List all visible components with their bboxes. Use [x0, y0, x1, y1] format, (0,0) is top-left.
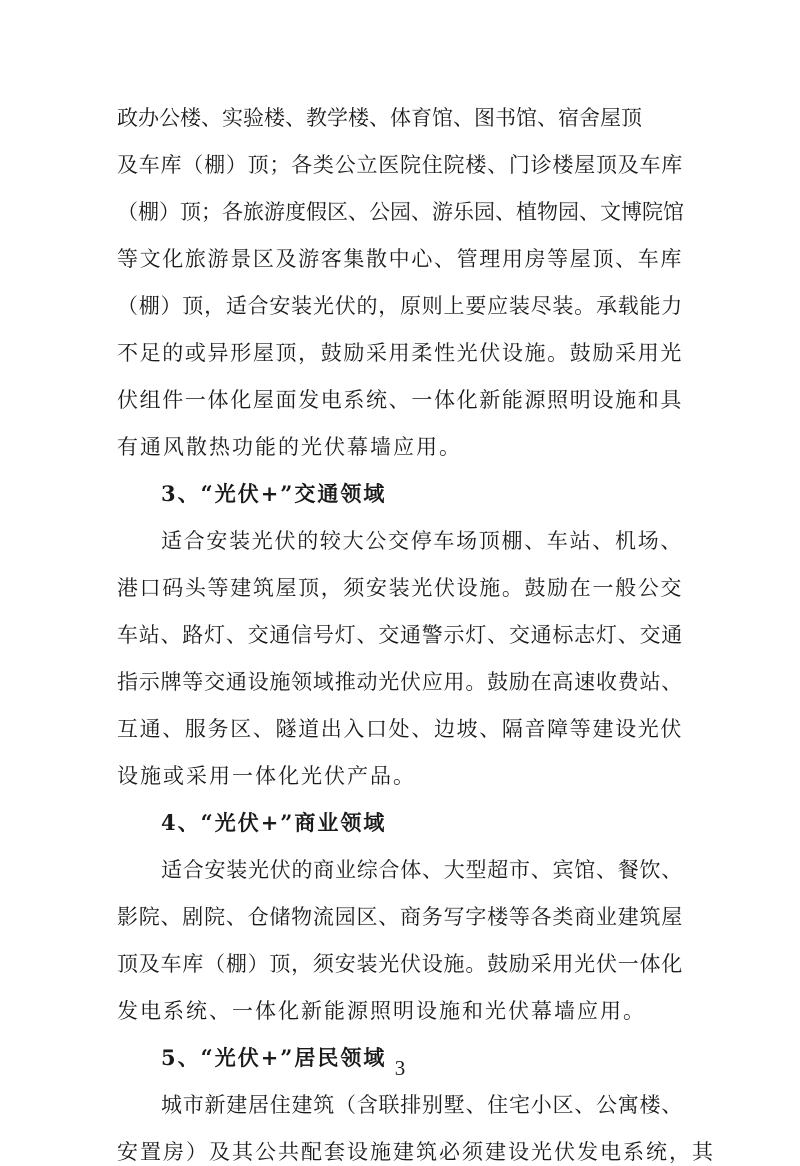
text-line: （棚）顶，适合安装光伏的，原则上要应装尽装。承载能力	[117, 294, 684, 318]
section-heading: 4、“光伏+”商业领域	[161, 810, 387, 835]
text-line: 港口码头等建筑屋顶，须安装光伏设施。鼓励在一般公交	[117, 576, 683, 600]
text-line: 车站、路灯、交通信号灯、交通警示灯、交通标志灯、交通	[117, 623, 684, 647]
text-line: 城市新建居住建筑（含联排别墅、住宅小区、公寓楼、	[161, 1093, 683, 1117]
text-line: 等文化旅游景区及游客集散中心、管理用房等屋顶、车库	[117, 247, 683, 271]
text-line: 有通风散热功能的光伏幕墙应用。	[117, 435, 462, 459]
section-heading: 3、“光伏+”交通领域	[161, 481, 387, 506]
text-line: 互通、服务区、隧道出入口处、边坡、隔音障等建设光伏	[117, 717, 683, 741]
text-line: 不足的或异形屋顶，鼓励采用柔性光伏设施。鼓励采用光	[117, 341, 683, 365]
text-line: 及车库（棚）顶；各类公立医院住院楼、门诊楼屋顶及车库	[117, 153, 684, 177]
text-line: 顶及车库（棚）顶，须安装光伏设施。鼓励采用光伏一体化	[117, 952, 684, 976]
text-line: 适合安装光伏的商业综合体、大型超市、宾馆、餐饮、	[161, 858, 683, 882]
page-number: 3	[394, 1056, 406, 1080]
section-heading: 5、“光伏+”居民领域	[161, 1045, 387, 1070]
text-line: 发电系统、一体化新能源照明设施和光伏幕墙应用。	[117, 999, 646, 1023]
text-line: 影院、剧院、仓储物流园区、商务写字楼等各类商业建筑屋	[117, 905, 684, 929]
text-line: 安置房）及其公共配套设施建筑必须建设光伏发电系统，其	[117, 1140, 715, 1164]
text-line: 指示牌等交通设施领域推动光伏应用。鼓励在高速收费站、	[117, 670, 684, 694]
text-line: 政办公楼、实验楼、教学楼、体育馆、图书馆、宿舍屋顶	[117, 106, 642, 130]
text-line: （棚）顶；各旅游度假区、公园、游乐园、植物园、文博院馆	[117, 200, 684, 224]
text-line: 适合安装光伏的较大公交停车场顶棚、车站、机场、	[161, 529, 684, 553]
text-line: 伏组件一体化屋面发电系统、一体化新能源照明设施和具	[117, 388, 683, 412]
text-line: 设施或采用一体化光伏产品。	[117, 764, 416, 788]
